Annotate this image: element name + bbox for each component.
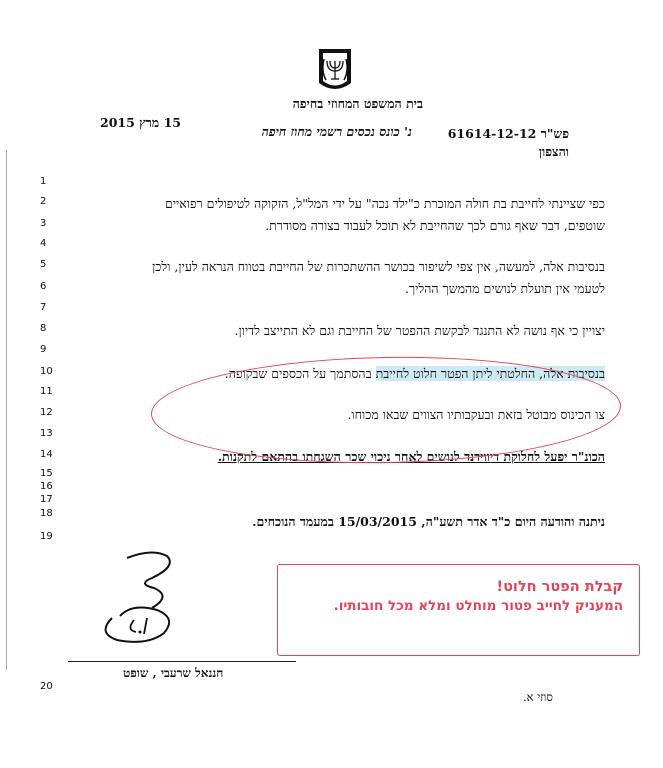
line-number: 15: [40, 468, 53, 479]
line-number: 16: [40, 481, 53, 492]
highlighted-decision: בנסיבות אלה, החלטתי ליתן הפטר חלוט לחייבת: [375, 366, 605, 381]
given-statement: ניתנה והודעה היום כ"ד אדר תשע"ה, 15/03/2015 במעמד הנוכחים.: [252, 514, 605, 529]
red-annotation-box: [277, 564, 640, 656]
annotation-title: קבלת הפטר חלוט!: [496, 579, 623, 595]
parties-line: נ' כונס נכסים רשמי מחוז חיפה: [261, 124, 412, 139]
line-number: 2: [40, 196, 47, 207]
line-number: 11: [40, 386, 53, 397]
paragraph-2-line-2: לטעמי אין תועלת לנושים מהמשך ההליך.: [404, 281, 605, 296]
typist-initials: סוזי א.: [523, 690, 553, 704]
paragraph-2-line-1: בנסיבות אלה, למעשה, אין צפי לשיפור בכושר ההשתכרות של החייבת בטווח הנראה לעין, ולכן: [152, 259, 605, 274]
handwritten-signature: [92, 548, 212, 648]
signature-line: [68, 661, 296, 662]
judge-name: חננאל שרעבי , שופט: [123, 666, 224, 680]
case-number: פש"ר 61614-12-12: [447, 126, 569, 141]
document-date: 15 מרץ 2015: [100, 115, 181, 130]
line-number: 13: [40, 428, 53, 439]
line-number: 1: [40, 176, 47, 187]
line-number: 14: [40, 449, 53, 460]
line-number: 5: [40, 259, 47, 270]
line-number: 17: [40, 494, 53, 505]
line-number: 19: [40, 531, 53, 542]
paragraph-1-line-2: שוטפים, דבר שאף גורם לכך שהחייבת לא תוכל לעבוד בצורה מסודרת.: [265, 218, 605, 233]
annotation-text: המעניק לחייב פטור מוחלט ומלא מכל חובותיו.: [333, 598, 623, 614]
line-number: 4: [40, 238, 47, 249]
line-number: 12: [40, 407, 53, 418]
line-number: 3: [40, 218, 47, 229]
line-number: 9: [40, 344, 47, 355]
line-number: 8: [40, 323, 47, 334]
paragraph-3-line-1: יצויין כי אף נושה לא התנגד לבקשת ההפטר של החייבת וגם לא התייצב לדיון.: [234, 323, 605, 338]
state-emblem-icon: [316, 47, 354, 95]
paragraph-5-line-1: צו הכינוס מבוטל בזאת ובעקבותיו הצווים שבאו מכוחו.: [347, 407, 605, 422]
court-name: בית המשפט המחוזי בחיפה: [292, 96, 423, 111]
line-number: 10: [40, 366, 53, 377]
line-number: 18: [40, 508, 53, 519]
paragraph-6-line-1: הכונ"ר יפעל לחלוקת דיווידנד לנושים לאחר ניכוי שכר השגחתו בהתאם לתקנות.: [217, 449, 605, 464]
line-number: 6: [40, 281, 47, 292]
decision-continuation: בהסתמך על הכספים שבקופה.: [224, 366, 376, 381]
paragraph-1-line-1: כפי שציינתי לחייבת בת חולה המוכרת כ"ילד נכה" על ידי המל"ל, הזקוקה לטיפולים רפואיים: [164, 196, 605, 211]
scan-margin-edge: [0, 150, 7, 670]
case-suffix: והצפון: [538, 144, 569, 159]
line-number: 7: [40, 302, 47, 313]
line-number: 20: [40, 681, 53, 692]
